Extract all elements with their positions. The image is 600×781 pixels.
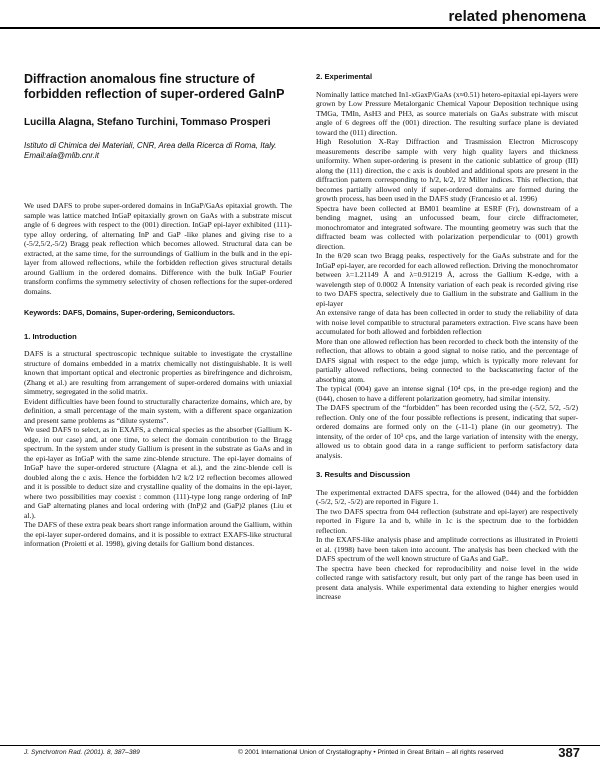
article-authors: Lucilla Alagna, Stefano Turchini, Tommaso Prosperi: [24, 117, 271, 128]
footer-copyright: © 2001 International Union of Crystallography • Printed in Great Britain – all rights reserved: [238, 749, 504, 756]
author-email: Email:ala@mlib.cnr.it: [24, 151, 99, 160]
right-column: [316, 72, 578, 602]
results-paragraph: The spectra have been checked for reproducibility and noise level in the wide collected range with satisfactory result, but only part of the range has been used in present data analysis. While experimental data extending to higher energies would increase: [316, 563, 578, 601]
intro-paragraph: DAFS is a structural spectroscopic technique suitable to investigate the crystalline structure of domains embedded in a matrix chemically not distinguishable. It is well known that important optical and electronic properties as birefringence and dichroism, (Zhang et al.) are resulting from arrangement of super-ordered domains with uniaxial simmetry, segregated in the solid matrix.: [24, 349, 292, 396]
experimental-paragraph: An extensive range of data has been collected in order to study the reliability of data with noise level compatible to structural parameters extraction. Five scans have been accumulated for both allowed and forbidden reflection: [316, 308, 578, 336]
experimental-paragraph: In the θ/2θ scan two Bragg peaks, respectively for the GaAs substrate and for the InGaP epi-layer, are recorded for each allowed reflection. Driving the monochromator between λ=1.21149 Å and λ=0.91219 Å, across the Gallium K-edge, with a wavelength step of 0.0002 Å Intensity variation of each peak is recorded giving rise to two DAFS spectra, selectively due to Gallium in the substrate and Gallium in the epi-layer: [316, 251, 578, 308]
page-number: 387: [558, 745, 580, 760]
experimental-paragraph: The typical (004) gave an intense signal (10⁴ cps, in the pre-edge region) and the (044), chosen to have a different polarization geometry, had similar intensity.: [316, 384, 578, 403]
results-paragraph: In the EXAFS-like analysis phase and amplitude corrections as illustrated in Proietti et al. (1998) have been taken into account. The analysis has been checked with the DAFS spectrum of the well known structure of GaAs and GaP..: [316, 535, 578, 563]
left-column: [24, 72, 292, 549]
results-paragraph: The two DAFS spectra from 044 reflection (substrate and epi-layer) are respectively reported in Figure 1a and b, while in 1c is the spectrum due to the forbidden reflection.: [316, 506, 578, 535]
experimental-paragraph: More than one allowed reflection has been recorded to check both the intensity of the reflection, that allows to obtain a good signal to noise ratio, and the percentage of DAFS signal with respect to the edge jump, which is typically more relevant for partially allowed reflections, being connected to the backscattering factor of the absorbing atom.: [316, 336, 578, 384]
author-affiliation: Istituto di Chimica dei Materiali, CNR, Area della Ricerca di Roma, Italy.: [24, 141, 277, 150]
experimental-paragraph: The DAFS spectrum of the “forbidden” has been recorded using the (-5/2, 5/2, -5/2) reflection. Only one of the four possible reflections is present, indicating that super-ordered domains are formed only on the (-11-1) plane (in our geometry). The intensity, of the order of 10³ cps, and the large variation of intensity with the energy, allowed us to obtain good data in a range sufficient to perform satisfactory data analysis.: [316, 403, 578, 460]
article-title: Diffraction anomalous fine structure of forbidden reflection of super-ordered GaInP: [24, 72, 285, 101]
experimental-paragraph: Nominally lattice matched In1-xGaxP/GaAs (x≈0.51) hetero-epitaxial epi-layers were grown by Low Pressure Metalorganic Chemical Vapour Deposition technique using TMGa, TMIn, AsH3 and PH3, as source materials on GaAs substrate with miscut angle of 6 degrees off the (001) direction. The resulting surface plane is deviated toward the (011) direction.: [316, 89, 578, 137]
intro-heading: 1. Introduction: [24, 331, 77, 341]
section-tag: related phenomena: [448, 8, 586, 25]
results-heading: 3. Results and Discussion: [316, 470, 411, 479]
header-rule: [0, 27, 600, 29]
footer-journal: J. Synchrotron Rad. (2001). 8, 387–389: [24, 749, 140, 756]
intro-paragraph: We used DAFS to select, as in EXAFS, a chemical species as the absorber (Gallium K-edge, in our case) and, at one time, to select the domain contribution to the Bragg spectrum. In the system under study Gallium is present in the substrate as GaAs and in the epi-layer as InGaP with the same zinc-blende structure. The epi-layer domains of InGaP have the super-ordered structure (Alagna et al.), and the zinc-blende cell is doubled along the c axis. Hence the forbidden h/2 k/2 l/2 reflection becomes allowed and it is possible to deduct size and crystalline quality of the domains in the epi-layer, where two possibilities may coexist : common (111)-type long range ordering of InP and GaP alternating planes and local ordering with (InP)2 and (GaP)2 planes (Liu et al.).: [24, 425, 292, 520]
footer-rule: [0, 745, 600, 746]
intro-paragraph: Evident difficulties have been found to structurally characterize domains, which are, by definition, a small percentage of the main system, with a different space organization and present same problems as “dilute systems”.: [24, 396, 292, 425]
abstract: We used DAFS to probe super-ordered domains in InGaP/GaAs epitaxial growth. The sample was lattice matched InGaP epitaxially grown on GaAs with a substrate miscut angle of 6 degrees with respect to the (001) direction. InGaP epi-layer exhibited (111)-type alloy ordering, of alternating InP and GaP -like planes and giving rise to a (-5/2,5/2,-5/2) Bragg peak reflection which becomes allowed. Structural data can be extracted, at the same time, for the surroundings of Gallium in the bulk and in the epi-layer from allowed reflections, while the forbidden reflection gives structural details around Gallium in the ordered domains. Difference with the bulk InGaP Fourier transform confirms the symmetry selectivity of chosen reflections for the super-ordered domains.: [24, 201, 292, 296]
experimental-paragraph: High Resolution X-Ray Diffraction and Trasmission Electron Microscopy measurements describe sample with very high quality layers and thickness uniformity. When super-ordering is present in the cationic sublattice of group (III) along the (111) direction, the c axis is doubled and additional spots are present in the diffraction pattern corresponding to h/2, k/2, l/2 Miller indices. This reflection, that becomes partially allowed only if super-ordered domains are formed during the growth process, has been used in the DAFS study (Francesio et al. 1996): [316, 137, 578, 203]
experimental-paragraph: Spectra have been collected at BM01 beamline at ESRF (Fr), downstream of a bending magnet, using an unfocussed beam, four circle diffractometer, monochromator and integrated software. The mounting geometry was such that the diffracted beam was collected with polarization perpendicular to (001) growth direction.: [316, 203, 578, 251]
experimental-heading: 2. Experimental: [316, 72, 373, 81]
results-paragraph: The experimental extracted DAFS spectra, for the allowed (044) and the forbidden (-5/2, 5/2, -5/2) are reported in Figure 1.: [316, 487, 578, 506]
intro-paragraph: The DAFS of these extra peak bears short range information around the Gallium, within the epi-layer super-ordered domains, and it is possible to extract EXAFS-like structural information (Proietti et al. 1998), giving details for Gallium bond distances.: [24, 520, 292, 548]
keywords: Keywords: DAFS, Domains, Super-ordering, Semiconductors.: [24, 308, 235, 317]
